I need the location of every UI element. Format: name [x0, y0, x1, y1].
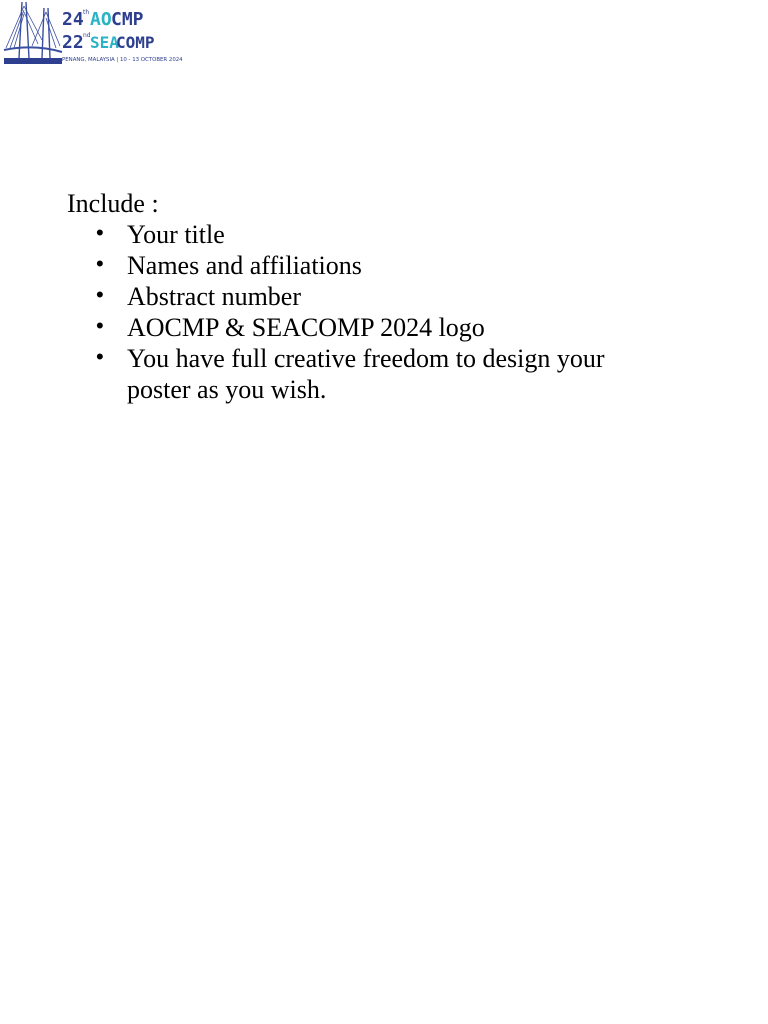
list-item: [67, 281, 667, 312]
bullet-icon: •: [96, 251, 104, 276]
bullet-icon: •: [96, 220, 104, 245]
bridge-logo-graphic: [4, 0, 183, 66]
list-item: [67, 250, 667, 281]
logo-line2-name: COMP: [116, 33, 155, 52]
logo-line1-prefix: AO: [90, 9, 112, 30]
list-item-text: You have full creative freedom to design your poster as you wish.: [127, 344, 605, 404]
logo-line2-number: 22: [62, 32, 84, 53]
logo-line2-prefix: SEA: [90, 33, 119, 52]
list-item: [67, 312, 667, 343]
bridge-icon: [4, 2, 62, 58]
conference-logo: [4, 0, 183, 66]
instructions-block: [67, 188, 667, 405]
logo-line2-suffix: nd: [83, 32, 91, 39]
logo-line1-suffix: th: [83, 9, 90, 16]
bullet-icon: •: [96, 313, 104, 338]
list-item-text: Your title: [127, 220, 225, 249]
bullet-icon: •: [96, 282, 104, 307]
include-list: [67, 219, 667, 405]
bridge-base: [4, 58, 62, 64]
list-item: [67, 219, 667, 250]
list-item-text: Names and affiliations: [127, 251, 362, 280]
logo-tagline: PENANG, MALAYSIA | 10 - 13 OCTOBER 2024: [62, 57, 183, 63]
logo-line1-name: CMP: [111, 9, 144, 30]
list-item: [67, 343, 667, 405]
list-item-text: Abstract number: [127, 282, 302, 311]
bullet-icon: •: [96, 344, 104, 369]
logo-line1-number: 24: [62, 9, 84, 30]
list-item-text: AOCMP & SEACOMP 2024 logo: [127, 313, 485, 342]
include-heading: Include :: [67, 189, 159, 218]
